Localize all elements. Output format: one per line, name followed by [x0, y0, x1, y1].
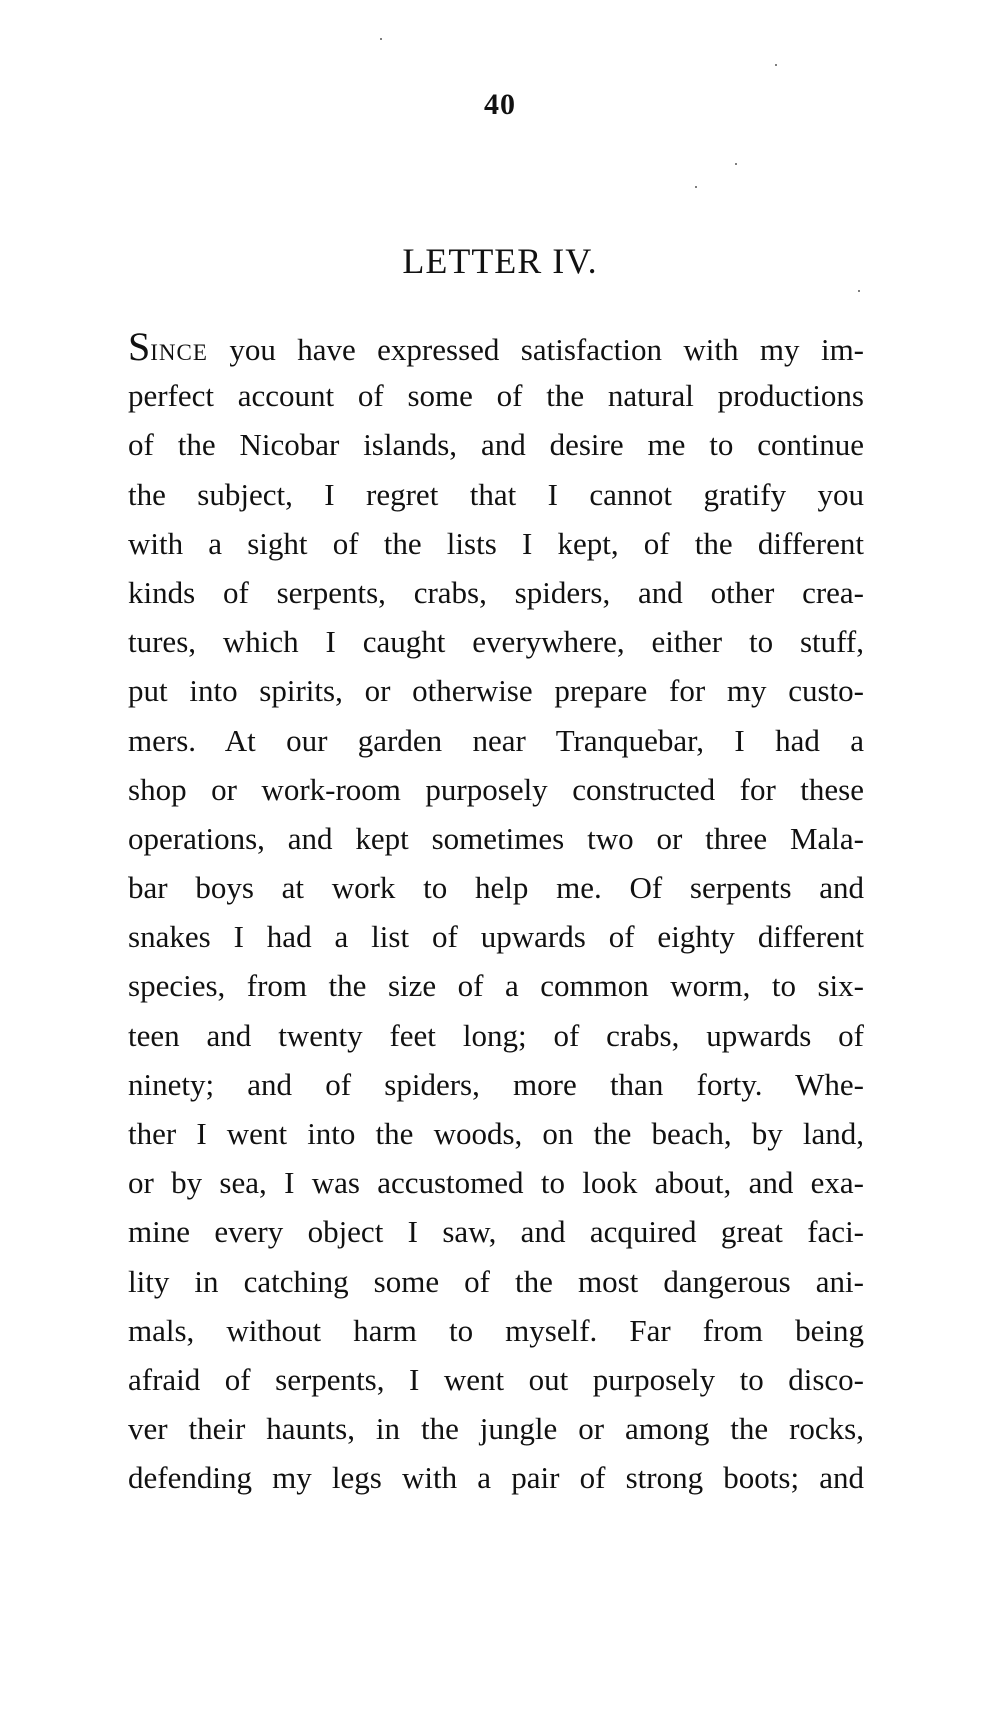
text-line: ther I went into the woods, on the beach, by land, [128, 1116, 864, 1151]
text-line: mine every object I saw, and acquired great faci- [128, 1214, 864, 1250]
text-line: species, from the size of a common worm, to six- [128, 968, 864, 1004]
text-line: ver their haunts, in the jungle or among the rocks, [128, 1411, 864, 1447]
text-line: snakes I had a list of upwards of eighty different [128, 919, 864, 955]
print-speck [695, 186, 697, 188]
text-line: afraid of serpents, I went out purposely to disco- [128, 1361, 864, 1397]
text-line: or by sea, I was accustomed to look about, and exa- [128, 1165, 864, 1201]
text-line: lity in catching some of the most dangerous ani- [128, 1263, 864, 1299]
text-line: defending my legs with a pair of strong boots; and [128, 1460, 864, 1496]
letter-heading: LETTER IV. [402, 241, 598, 281]
text-line: with a sight of the lists I kept, of the different [128, 525, 864, 561]
print-speck [858, 290, 860, 292]
text-line: operations, and kept sometimes two or three Mala- [128, 820, 864, 856]
print-speck [775, 64, 777, 66]
text-line: shop or work-room purposely constructed for these [128, 771, 864, 807]
letter-body [128, 322, 864, 1503]
text-line: perfect account of some of the natural productions [128, 378, 864, 414]
print-speck [735, 163, 737, 165]
print-speck [380, 38, 382, 40]
text-line: mers. At our garden near Tranquebar, I had a [128, 722, 864, 758]
text-line: mals, without harm to myself. Far from being [128, 1312, 864, 1348]
text-line: the subject, I regret that I cannot gratify you [128, 476, 864, 512]
text-line: ninety; and of spiders, more than forty. Whe- [128, 1066, 864, 1102]
drop-cap: S [128, 324, 151, 369]
opening-line-rest: you have expressed satisfaction with my im- [207, 332, 864, 367]
text-line: of the Nicobar islands, and desire me to continue [128, 427, 864, 463]
text-line: tures, which I caught everywhere, either to stuff, [128, 624, 864, 660]
text-line: put into spirits, or otherwise prepare for my custo- [128, 673, 864, 709]
opening-line [128, 322, 864, 371]
text-line: bar boys at work to help me. Of serpents and [128, 870, 864, 906]
small-caps-word: INCE [150, 340, 208, 365]
text-line: teen and twenty feet long; of crabs, upwards of [128, 1017, 864, 1053]
text-line: kinds of serpents, crabs, spiders, and other crea- [128, 574, 864, 610]
page-number: 40 [484, 88, 516, 121]
